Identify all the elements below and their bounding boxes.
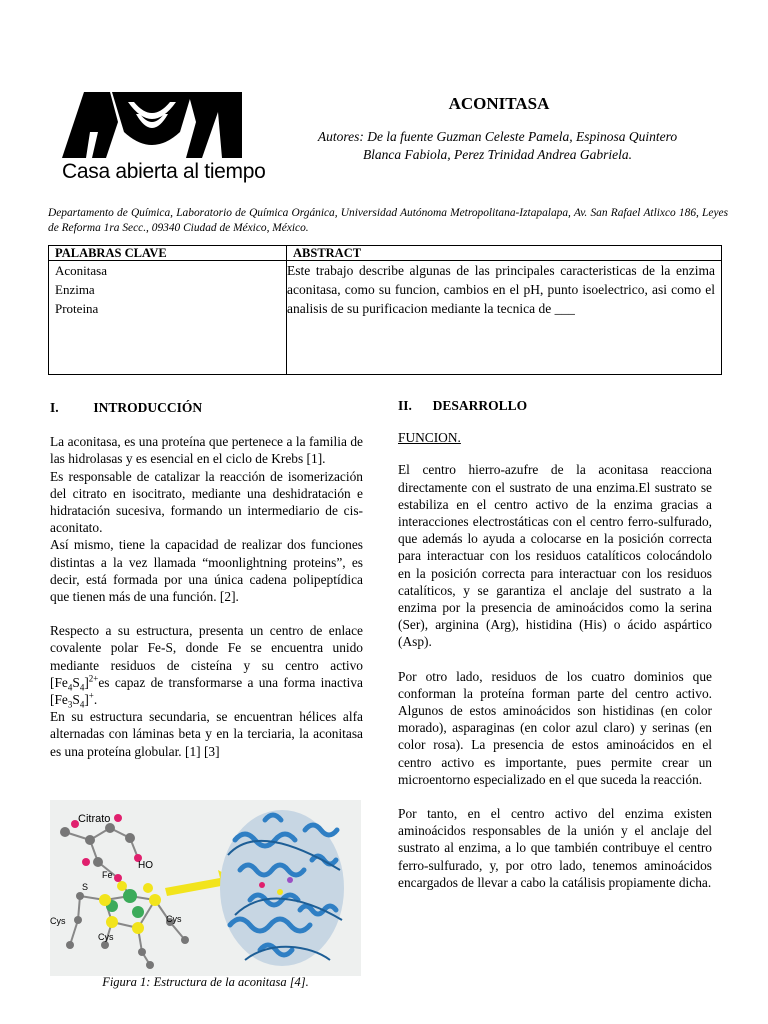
intro-section: [50, 399, 363, 760]
paper-title: ACONITASA: [448, 94, 550, 113]
department-affiliation: Departamento de Química, Laboratorio de Química Orgánica, Universidad Autónoma Metropolitana-Iztapalapa, Av. San Rafael Atlixco 186, Leyes de Reforma 1ra Secc., 09340 Ciudad de México, México.: [48, 207, 728, 234]
label-fe: Fe: [102, 870, 113, 880]
intro-paragraph: En su estructura secundaria, se encuentran hélices alfa alternadas con láminas beta y en la terciaria, la aconitasa es una proteína globular. [1] [3]: [50, 709, 363, 759]
figure-aconitase-structure: [50, 800, 361, 976]
development-paragraph: Por tanto, en el centro activo del enzima existen aminoácidos responsables de la unión y el anclaje del sustrato al enzima, a lo que también contribuye el centro ferro-sulfurado, y, por otro lado, tenemos aminoácidos encargados de llevar a cabo la catálisis propiamente dicha.: [398, 806, 712, 890]
development-paragraph: El centro hierro-azufre de la aconitasa reacciona directamente con el sustrato de una enzima.El sustrato se estabiliza en el centro activo de la enzima gracias a interacciones electrostáticas con el centro ferro-sulfurado, que además lo ayuda a colocarse en la posición correcta para interactuar con los residuos catalíticos colocándolo en la posición correcta para interactuar con los residuos catalíticos, y se garantiza el anclaje del sustrato a la enzima por la presencia de aminoácidos como la serina (Ser), arginina (Arg), histidina (His) o ácido aspártico (Asp).: [398, 462, 712, 650]
uam-logo-mark: [62, 92, 242, 158]
label-cys: Cys: [166, 914, 182, 924]
label-cys: Cys: [50, 916, 66, 926]
text-span: es capaz de transformarse a una forma inactiva [Fe: [50, 674, 363, 708]
text-span: S: [72, 674, 80, 690]
superscript: 2+: [88, 673, 99, 684]
development-title: DESARROLLO: [432, 398, 528, 413]
function-subheading: FUNCION.: [398, 430, 461, 446]
intro-paragraph: Así mismo, tiene la capacidad de realizar dos funciones distintas a la vez llamada “moonlightning proteins”, es decir, está formada por una única cadena polipeptídica que tienen más de una función. [2].: [50, 537, 363, 605]
text-span: ]: [84, 674, 89, 690]
subscript: 4: [67, 682, 73, 693]
label-cys: Cys: [98, 932, 114, 942]
figure-illustration: [50, 800, 361, 976]
keyword-item: Proteina: [55, 301, 99, 316]
authors-line-1: Autores: De la fuente Guzman Celeste Pamela, Espinosa Quintero: [317, 129, 678, 144]
protein-ribbon: [220, 810, 344, 966]
text-span: S: [72, 692, 80, 708]
development-number: II.: [398, 398, 412, 413]
text-span: Respecto a su estructura, presenta un centro de enlace covalente polar Fe-S, donde Fe se encuentra unido mediante residuos de cisteína y su centro activo [Fe: [50, 623, 363, 690]
text-span: .: [93, 692, 98, 708]
development-section: [398, 397, 712, 891]
logo-tagline: Casa abierta al tiempo: [62, 160, 266, 183]
abstract-header: ABSTRACT: [287, 246, 722, 261]
abstract-text: Este trabajo describe algunas de las principales caracteristicas de la enzima aconitasa, como su funcion, cambios en el pH, punto isoelectrico, asi como el analisis de su purificacion mediante la tecnica de ___: [287, 261, 722, 375]
subscript: 3: [67, 699, 73, 710]
label-ho: HO: [138, 860, 153, 871]
label-citrato: Citrato: [78, 813, 111, 825]
subscript: 4: [79, 699, 85, 710]
authors-line-2: Blanca Fabiola, Perez Trinidad Andrea Gabriela.: [362, 147, 633, 162]
authors: [270, 128, 725, 164]
intro-heading: [50, 399, 363, 416]
subscript: 4: [79, 682, 85, 693]
keywords-abstract-table: [48, 245, 722, 375]
keywords-header: PALABRAS CLAVE: [49, 246, 287, 261]
development-heading: [398, 397, 712, 414]
intro-title: INTRODUCCIÓN: [93, 400, 203, 415]
text-span: ]: [84, 692, 89, 708]
figure-caption: Figura 1: Estructura de la aconitasa [4].: [102, 975, 309, 989]
intro-paragraph: Es responsable de catalizar la reacción de isomerización del citrato en isocitrato, mediante una deshidratación e hidratación sucesiva, formando un intermediario de cis-aconitato.: [50, 468, 363, 536]
superscript: +: [88, 690, 94, 701]
keywords-list: [49, 261, 287, 375]
development-paragraph: Por otro lado, residuos de los cuatro dominios que conforman la proteína forman parte del centro activo. Algunos de estos aminoácidos son histidinas (en color morado), asparaginas (en color azul claro) y serinas (en color rosa). La presencia de estos aminoácidos en el centro activo es importante, pues permite crear un microentorno especializado en el que suceda la reacción.: [398, 668, 712, 787]
keyword-item: Aconitasa: [55, 263, 107, 278]
intro-number: I.: [50, 400, 59, 415]
uam-logo: [62, 92, 266, 188]
intro-paragraph: [50, 622, 363, 708]
intro-paragraph: La aconitasa, es una proteína que pertenece a la familia de las hidrolasas y es esencial en el ciclo de Krebs [1].: [50, 434, 363, 467]
keyword-item: Enzima: [55, 282, 95, 297]
label-s: S: [82, 882, 89, 892]
